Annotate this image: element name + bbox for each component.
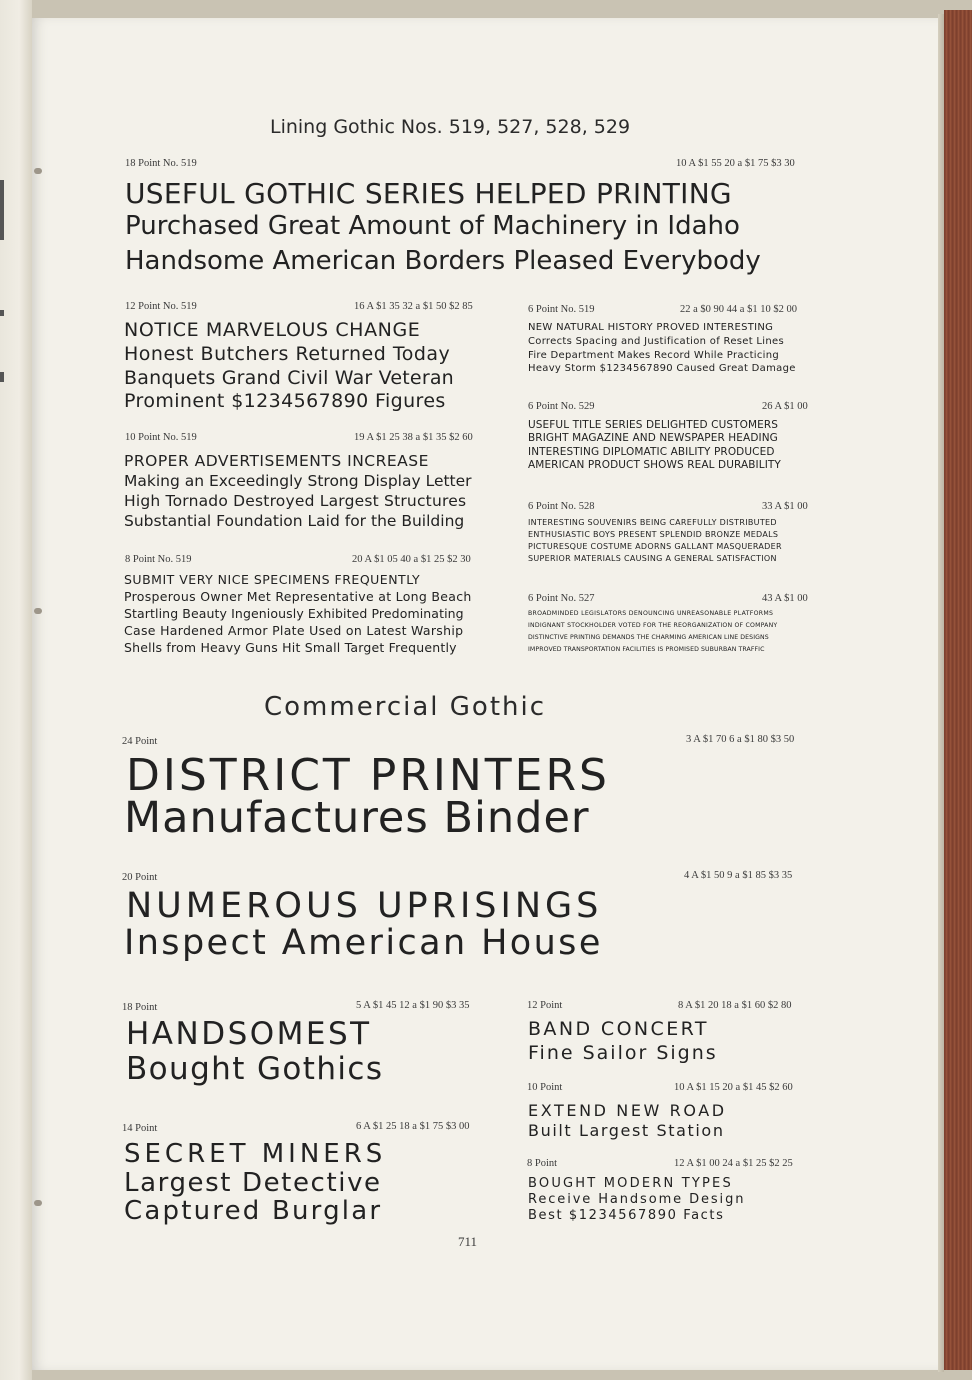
book-cover-edge xyxy=(944,10,972,1370)
specimen-label: 6 Point No. 519 xyxy=(528,304,595,315)
specimen-line: AMERICAN PRODUCT SHOWS REAL DURABILITY xyxy=(528,459,781,471)
specimen-price: 20 A $1 05 40 a $1 25 $2 30 xyxy=(352,554,471,565)
specimen-price: 10 A $1 15 20 a $1 45 $2 60 xyxy=(674,1082,793,1093)
specimen-line: PROPER ADVERTISEMENTS INCREASE xyxy=(124,452,429,470)
specimen-price: 22 a $0 90 44 a $1 10 $2 00 xyxy=(680,304,797,315)
specimen-price: 3 A $1 70 6 a $1 80 $3 50 xyxy=(686,734,795,745)
specimen-label: 12 Point No. 519 xyxy=(125,301,197,312)
specimen-line: INTERESTING SOUVENIRS BEING CAREFULLY DISTRIBUTED xyxy=(528,518,777,527)
specimen-line: Heavy Storm $1234567890 Caused Great Damage xyxy=(528,363,796,374)
specimen-price: 26 A $1 00 xyxy=(762,401,808,412)
specimen-price: 33 A $1 00 xyxy=(762,501,808,512)
specimen-line: SUBMIT VERY NICE SPECIMENS FREQUENTLY xyxy=(124,572,421,587)
specimen-line: BOUGHT MODERN TYPES xyxy=(528,1176,733,1191)
specimen-line: Prominent $1234567890 Figures xyxy=(124,390,446,412)
specimen-label: 8 Point No. 519 xyxy=(125,554,192,565)
specimen-line: ENTHUSIASTIC BOYS PRESENT SPLENDID BRONZE MEDALS xyxy=(528,530,779,539)
specimen-label: 18 Point No. 519 xyxy=(125,158,197,169)
specimen-line: Manufactures Binder xyxy=(124,793,590,843)
specimen-line: Shells from Heavy Guns Hit Small Target Frequently xyxy=(124,640,457,655)
specimen-line: INDIGNANT STOCKHOLDER VOTED FOR THE REORGANIZATION OF COMPANY xyxy=(528,622,778,629)
specimen-line: NEW NATURAL HISTORY PROVED INTERESTING xyxy=(528,322,774,333)
facing-page-text-fragment xyxy=(0,310,4,316)
specimen-line: Bought Gothics xyxy=(126,1051,384,1087)
specimen-line: DISTINCTIVE PRINTING DEMANDS THE CHARMING AMERICAN LINE DESIGNS xyxy=(528,634,769,641)
page-title: Lining Gothic Nos. 519, 527, 528, 529 xyxy=(270,116,631,138)
specimen-price: 5 A $1 45 12 a $1 90 $3 35 xyxy=(356,1000,470,1011)
specimen-label: 10 Point xyxy=(527,1082,563,1093)
facing-page-edge xyxy=(0,0,32,1380)
specimen-label: 24 Point xyxy=(122,736,158,747)
specimen-price: 10 A $1 55 20 a $1 75 $3 30 xyxy=(676,158,795,169)
specimen-line: Honest Butchers Returned Today xyxy=(124,343,451,365)
specimen-line: Corrects Spacing and Justification of Reset Lines xyxy=(528,336,784,347)
facing-page-text-fragment xyxy=(0,372,4,382)
specimen-label: 6 Point No. 527 xyxy=(528,593,595,604)
page-number: 711 xyxy=(458,1234,478,1249)
specimen-line: Fire Department Makes Record While Practicing xyxy=(528,350,780,361)
specimen-line: Inspect American House xyxy=(124,923,603,963)
binding-hole xyxy=(34,168,42,174)
specimen-price: 16 A $1 35 32 a $1 50 $2 85 xyxy=(354,301,473,312)
specimen-label: 18 Point xyxy=(122,1002,158,1013)
specimen-label: 12 Point xyxy=(527,1000,563,1011)
specimen-line: High Tornado Destroyed Largest Structures xyxy=(124,492,467,510)
specimen-line: Case Hardened Armor Plate Used on Latest Warship xyxy=(124,623,464,638)
specimen-label: 8 Point xyxy=(527,1158,558,1169)
specimen-line: BRIGHT MAGAZINE AND NEWSPAPER HEADING xyxy=(528,432,778,444)
binding-hole xyxy=(34,608,42,614)
specimen-line: USEFUL GOTHIC SERIES HELPED PRINTING xyxy=(125,177,732,210)
specimen-price: 19 A $1 25 38 a $1 35 $2 60 xyxy=(354,432,473,443)
specimen-line: BAND CONCERT xyxy=(528,1018,709,1040)
specimen-line: IMPROVED TRANSPORTATION FACILITIES IS PROMISED SUBURBAN TRAFFIC xyxy=(528,646,765,653)
specimen-line: Receive Handsome Design xyxy=(528,1192,746,1207)
specimen-price: 6 A $1 25 18 a $1 75 $3 00 xyxy=(356,1121,470,1132)
specimen-label: 6 Point No. 528 xyxy=(528,501,595,512)
specimen-label: 6 Point No. 529 xyxy=(528,401,595,412)
specimen-price: 4 A $1 50 9 a $1 85 $3 35 xyxy=(684,870,793,881)
specimen-line: SUPERIOR MATERIALS CAUSING A GENERAL SATISFACTION xyxy=(528,554,777,563)
specimen-price: 43 A $1 00 xyxy=(762,593,808,604)
specimen-price: 12 A $1 00 24 a $1 25 $2 25 xyxy=(674,1158,793,1169)
binding-hole xyxy=(34,1200,42,1206)
specimen-line: BROADMINDED LEGISLATORS DENOUNCING UNREASONABLE PLATFORMS xyxy=(528,610,774,617)
specimen-line: USEFUL TITLE SERIES DELIGHTED CUSTOMERS xyxy=(528,419,779,431)
specimen-line: Fine Sailor Signs xyxy=(528,1042,718,1064)
specimen-line: Built Largest Station xyxy=(528,1121,725,1140)
specimen-line: Best $1234567890 Facts xyxy=(528,1208,725,1223)
section-title: Commercial Gothic xyxy=(264,692,547,722)
specimen-line: HANDSOMEST xyxy=(126,1016,372,1052)
specimen-line: Startling Beauty Ingeniously Exhibited Predominating xyxy=(124,606,464,621)
specimen-label: 20 Point xyxy=(122,872,158,883)
facing-page-text-fragment xyxy=(0,180,4,240)
specimen-line: Handsome American Borders Pleased Everybody xyxy=(125,246,761,276)
specimen-line: NUMEROUS UPRISINGS xyxy=(126,886,603,926)
specimen-line: Substantial Foundation Laid for the Building xyxy=(124,512,465,530)
specimen-line: SECRET MINERS xyxy=(124,1139,387,1169)
specimen-line: Banquets Grand Civil War Veteran xyxy=(124,367,454,389)
specimen-line: Largest Detective xyxy=(124,1168,382,1198)
specimen-line: Prosperous Owner Met Representative at Long Beach xyxy=(124,589,472,604)
specimen-line: Making an Exceedingly Strong Display Letter xyxy=(124,472,472,490)
specimen-line: Captured Burglar xyxy=(124,1196,383,1226)
specimen-line: INTERESTING DIPLOMATIC ABILITY PRODUCED xyxy=(528,446,775,458)
specimen-label: 14 Point xyxy=(122,1123,158,1134)
specimen-line: DISTRICT PRINTERS xyxy=(126,750,610,801)
specimen-line: Purchased Great Amount of Machinery in Idaho xyxy=(125,211,740,241)
specimen-price: 8 A $1 20 18 a $1 60 $2 80 xyxy=(678,1000,792,1011)
specimen-line: PICTURESQUE COSTUME ADORNS GALLANT MASQUERADER xyxy=(528,542,782,551)
specimen-line: NOTICE MARVELOUS CHANGE xyxy=(124,319,421,341)
specimen-label: 10 Point No. 519 xyxy=(125,432,197,443)
specimen-line: EXTEND NEW ROAD xyxy=(528,1101,727,1120)
